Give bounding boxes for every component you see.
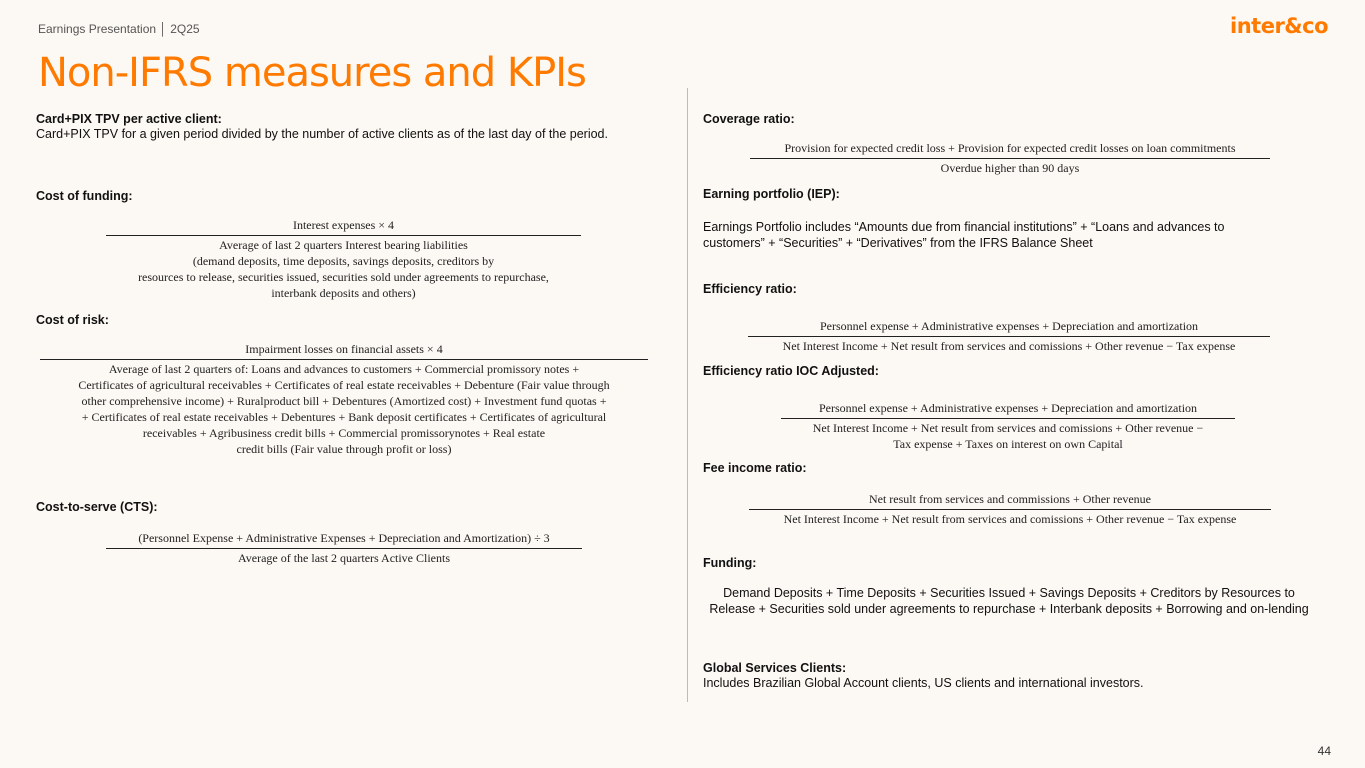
presentation-label: Earnings Presentation │ 2Q25 — [38, 22, 200, 36]
cost-of-funding-numerator: Interest expenses × 4 — [106, 217, 581, 236]
fee-income-heading-wrap — [703, 461, 807, 475]
coverage-denominator-line: Overdue higher than 90 days — [940, 161, 1080, 175]
fee-income-formula — [749, 491, 1271, 527]
efficiency-ioc-denominator — [781, 419, 1235, 452]
cost-of-risk-heading-wrap — [36, 313, 109, 327]
efficiency-ioc-heading: Efficiency ratio IOC Adjusted: — [703, 364, 879, 378]
efficiency-numerator: Personnel expense + Administrative expenses + Depreciation and amortization — [748, 318, 1270, 337]
card-pix-section — [36, 112, 654, 142]
cost-of-funding-denominator-line: (demand deposits, time deposits, savings deposits, creditors by — [192, 254, 495, 268]
company-logo: inter&co — [1230, 14, 1328, 38]
coverage-heading-wrap — [703, 112, 795, 126]
cost-of-funding-heading: Cost of funding: — [36, 189, 133, 203]
efficiency-formula — [748, 318, 1270, 354]
efficiency-ioc-heading-wrap — [703, 364, 879, 378]
cost-of-risk-denominator-line: credit bills (Fair value through profit or loss) — [236, 442, 452, 456]
efficiency-heading: Efficiency ratio: — [703, 282, 797, 296]
page-title: Non-IFRS measures and KPIs — [38, 50, 586, 96]
cost-of-funding-denominator-line: interbank deposits and others) — [271, 286, 416, 300]
cost-to-serve-denominator — [106, 549, 582, 566]
earning-portfolio-text: Earnings Portfolio includes “Amounts due from financial institutions” + “Loans and advances to customers” + “Securities” + “Derivatives” from the IFRS Balance Sheet — [703, 220, 1225, 250]
efficiency-ioc-numerator: Personnel expense + Administrative expenses + Depreciation and amortization — [781, 400, 1235, 419]
cost-of-funding-denominator-line: resources to release, securities issued, securities sold under agreements to repurchase, — [138, 270, 549, 284]
efficiency-denominator-line: Net Interest Income + Net result from services and comissions + Other revenue − Tax expense — [782, 339, 1236, 353]
cost-of-risk-denominator-line: Certificates of agricultural receivables + Certificates of real estate receivables + Debenture (Fair value through — [78, 378, 610, 392]
coverage-denominator — [750, 159, 1270, 176]
cost-of-funding-denominator — [106, 236, 581, 301]
efficiency-heading-wrap — [703, 282, 797, 296]
efficiency-ioc-formula — [781, 400, 1235, 452]
fee-income-heading: Fee income ratio: — [703, 461, 807, 475]
cost-of-risk-denominator-line: receivables + Agribusiness credit bills + Commercial promissorynotes + Real estate — [142, 426, 546, 440]
funding-heading: Funding: — [703, 556, 757, 570]
earning-portfolio-heading: Earning portfolio (IEP): — [703, 187, 840, 201]
cost-of-funding-denominator-line: Average of last 2 quarters Interest bearing liabilities — [219, 238, 468, 252]
cost-of-risk-numerator: Impairment losses on financial assets × 4 — [40, 341, 648, 360]
card-pix-text: Card+PIX TPV for a given period divided by the number of active clients as of the last day of the period. — [36, 127, 608, 141]
funding-text: Demand Deposits + Time Deposits + Securities Issued + Savings Deposits + Creditors by Resources to Release + Securities sold under agreements to repurchase + Interbank deposits + Borrowing and on-lending — [709, 586, 1309, 616]
coverage-numerator: Provision for expected credit loss + Provision for expected credit losses on loan commitments — [750, 140, 1270, 159]
coverage-formula — [750, 140, 1270, 176]
global-services-section — [703, 661, 1303, 691]
cost-to-serve-formula — [106, 530, 582, 566]
cost-of-funding-formula — [106, 217, 581, 301]
cost-of-funding-heading-wrap — [36, 189, 133, 203]
card-pix-heading: Card+PIX TPV per active client: — [36, 112, 222, 126]
cost-of-risk-denominator-line: + Certificates of real estate receivables + Debentures + Bank deposit certificates + Certificates of agricultural — [81, 410, 607, 424]
cost-to-serve-heading-wrap — [36, 500, 158, 514]
cost-to-serve-denominator-line: Average of the last 2 quarters Active Clients — [237, 551, 451, 565]
column-divider — [687, 88, 688, 702]
cost-of-risk-formula — [40, 341, 648, 457]
cost-of-risk-heading: Cost of risk: — [36, 313, 109, 327]
global-services-text: Includes Brazilian Global Account clients, US clients and international investors. — [703, 676, 1144, 690]
coverage-heading: Coverage ratio: — [703, 112, 795, 126]
efficiency-ioc-denominator-line: Tax expense + Taxes on interest on own Capital — [893, 437, 1123, 451]
earning-portfolio-heading-wrap — [703, 187, 840, 201]
page-number: 44 — [1317, 744, 1331, 758]
funding-heading-wrap — [703, 556, 756, 570]
global-services-heading: Global Services Clients: — [703, 661, 847, 675]
cost-to-serve-heading: Cost-to-serve (CTS): — [36, 500, 158, 514]
efficiency-ioc-denominator-line: Net Interest Income + Net result from services and comissions + Other revenue − — [812, 421, 1204, 435]
cost-to-serve-numerator: (Personnel Expense + Administrative Expenses + Depreciation and Amortization) ÷ 3 — [106, 530, 582, 549]
cost-of-risk-denominator — [40, 360, 648, 457]
fee-income-denominator — [749, 510, 1271, 527]
cost-of-risk-denominator-line: Average of last 2 quarters of: Loans and advances to customers + Commercial promissory notes + — [108, 362, 580, 376]
cost-of-risk-denominator-line: other comprehensive income) + Ruralproduct bill + Debentures (Amortized cost) + Investment fund quotas + — [81, 394, 607, 408]
fee-income-denominator-line: Net Interest Income + Net result from services and comissions + Other revenue − Tax expense — [783, 512, 1237, 526]
efficiency-denominator — [748, 337, 1270, 354]
fee-income-numerator: Net result from services and commissions + Other revenue — [749, 491, 1271, 510]
